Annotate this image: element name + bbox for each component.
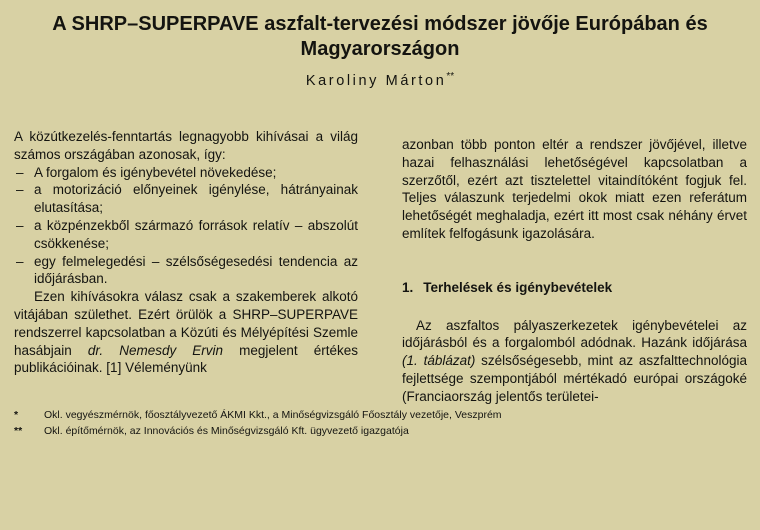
author-line	[0, 71, 760, 89]
section-paragraph: Az aszfaltos pályaszerkezetek igénybevételei az időjárásból és a forgalomból adódnak. Hazánk időjárása (1. táblázat) szélsőségesebb, mint az aszfalttechnológia fejlettsége szempontjából mértékadó európai országoké (Franciaország jelentős területei-	[402, 317, 747, 404]
right-column	[402, 136, 747, 406]
section-title: Terhelések és igénybevételek	[423, 279, 613, 295]
list-item: – egy felmelegedési – szélsőségesedési tendencia az időjárásban.	[16, 253, 358, 287]
footnotes	[14, 407, 754, 439]
challenge-list	[14, 164, 358, 289]
list-item: – A forgalom és igénybevétel növekedése;	[16, 164, 277, 180]
list-item: – a motorizáció előnyeinek igénylése, hátrányainak elutasítása;	[16, 182, 358, 216]
section-number: 1.	[402, 279, 414, 295]
footnote-mark: *	[14, 409, 19, 421]
footnote	[14, 423, 754, 439]
footnote-mark: **	[14, 425, 23, 437]
list-dash: –	[16, 217, 24, 233]
footnote-text: Okl. építőmérnök, az Innovációs és Minőségvizsgáló Kft. ügyvezető igazgatója	[44, 425, 409, 437]
author-footnote-mark: **	[446, 71, 455, 82]
article-title: A SHRP–SUPERPAVE aszfalt-tervezési módszer jövője Európában és Magyarországon	[52, 13, 708, 60]
list-dash: –	[16, 253, 24, 269]
footnote	[14, 407, 754, 423]
cited-author: dr. Nemesdy Ervin	[87, 342, 224, 358]
footnote-text: Okl. vegyészmérnök, főosztályvezető ÁKMI Kkt., a Minőségvizsgáló Főosztály vezetője, Veszprém	[44, 409, 502, 421]
response-paragraph: Ezen kihívásokra válasz csak a szakemberek alkotó vitájában születhet. Ezért örülök a SHRP–SUPERPAVE rendszerrel kapcsolatban a Közúti és Mélyépítési Szemle hasábjain dr. Nemesdy Ervin megjelent értékes publikációinak. [1] Véleményünk	[14, 289, 358, 376]
table-reference: (1. táblázat)	[402, 353, 476, 369]
list-dash: –	[16, 182, 24, 198]
list-item: – a közpénzekből származó források relatív – abszolút csökkenése;	[16, 217, 358, 251]
author-name: Karoliny Márton	[305, 73, 447, 89]
list-dash: –	[16, 164, 24, 180]
section-heading	[402, 279, 747, 297]
left-column	[14, 128, 358, 377]
continuation-paragraph: azonban több ponton eltér a rendszer jövőjével, illetve hazai felhasználási lehetőségével kapcsolatban a szerzőtől, ezért azt tisztelettel vitaindítóként fogjuk fel. Teljes válaszunk terjedelmi okok miatt ezen referátum lehetőségét meghaladja, ezért itt most csak néhány érvet említek felfogásunk igazolására.	[402, 137, 747, 241]
intro-paragraph: A közútkezelés-fenntartás legnagyobb kihívásai a világ számos országában azonosak, így:	[14, 129, 358, 162]
